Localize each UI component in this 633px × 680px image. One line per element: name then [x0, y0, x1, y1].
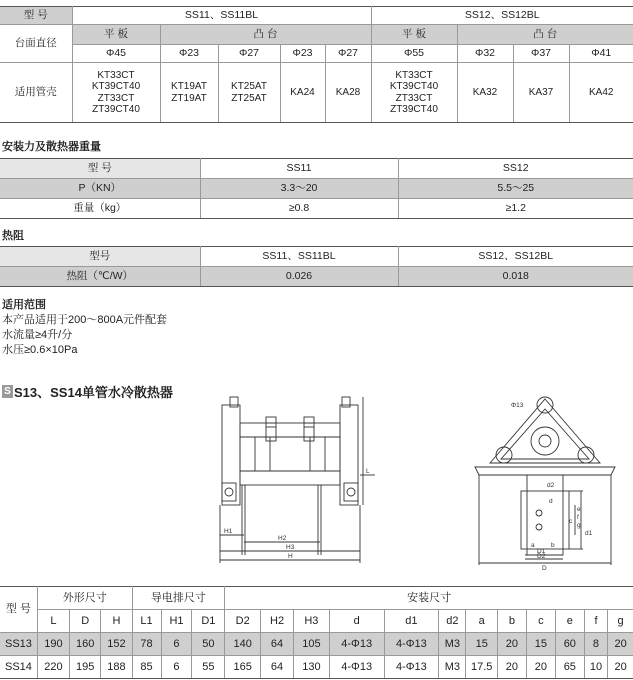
- dim-f: f: [577, 514, 579, 521]
- scope-block: [2, 298, 167, 358]
- dim-value: 20: [497, 656, 526, 679]
- dim-value: 20: [497, 633, 526, 656]
- dim-value: 85: [132, 656, 161, 679]
- series-a-header: SS11、SS11BL: [72, 7, 371, 25]
- dim-value: 78: [132, 633, 161, 656]
- section-heading-install-force: 安装力及散热器重量: [2, 141, 101, 153]
- shell-label: 适用管壳: [0, 63, 72, 123]
- shell-b-ka42: KA42: [569, 63, 633, 123]
- dim-value: 160: [70, 633, 101, 656]
- dim-value: 4-Φ13: [384, 633, 439, 656]
- front-view-drawing: [200, 395, 375, 575]
- ss13-ss14-dimension-table: [0, 586, 633, 679]
- busbar-dim-header: 导电排尺寸: [132, 587, 225, 610]
- diameter-cell: Φ32: [457, 45, 513, 63]
- diameter-cell: Φ27: [218, 45, 280, 63]
- dim-value: 130: [293, 656, 329, 679]
- shell-a-flat: KT33CT KT39CT40 ZT33CT ZT39CT40: [72, 63, 160, 123]
- flat-header-a: 平 板: [72, 25, 160, 45]
- dim-value: 4-Φ13: [329, 633, 384, 656]
- dim-value: M3: [439, 656, 466, 679]
- dim-header: g: [608, 610, 633, 633]
- dim-value: 152: [101, 633, 132, 656]
- diameter-cell: Φ23: [160, 45, 218, 63]
- dim-a: a: [531, 542, 535, 549]
- dim-d: d: [549, 498, 553, 505]
- scope-line: 水压≥0.6×10Pa: [2, 344, 78, 356]
- dim-h3: H3: [286, 544, 295, 551]
- dim-header: c: [526, 610, 555, 633]
- dim-h2: H2: [278, 535, 287, 542]
- dim-value: 8: [584, 633, 607, 656]
- row-model: SS14: [0, 656, 37, 679]
- scope-line: 本产品适用于200～800A元件配套: [2, 314, 168, 326]
- shell-compatibility-table: [0, 6, 633, 123]
- row-label-thermal: 热阻（℃/W）: [0, 267, 200, 287]
- dim-value: 10: [584, 656, 607, 679]
- diameter-cell: Φ23: [280, 45, 325, 63]
- dim-value: 15: [526, 633, 555, 656]
- dim-d2-label: d2: [547, 482, 555, 489]
- row-label-weight: 重量（kg）: [0, 199, 200, 219]
- flat-header-b: 平 板: [371, 25, 457, 45]
- convex-header-a: 凸 台: [160, 25, 371, 45]
- dim-h1: H1: [224, 528, 233, 535]
- dim-value: 55: [192, 656, 225, 679]
- col-ss12: SS12、SS12BL: [398, 247, 633, 267]
- surface-diameter-label: 台面直径: [0, 25, 72, 63]
- dim-value: 165: [225, 656, 261, 679]
- dim-header: d2: [439, 610, 466, 633]
- dim-header: H2: [261, 610, 294, 633]
- install-force-table: [0, 158, 633, 219]
- dim-value: 4-Φ13: [384, 656, 439, 679]
- shell-b-ka32: KA32: [457, 63, 513, 123]
- diameter-cell: Φ41: [569, 45, 633, 63]
- dim-value: 65: [555, 656, 584, 679]
- scope-line: 水流量≥4升/分: [2, 329, 73, 341]
- dim-d1-small: d1: [585, 530, 593, 537]
- dim-header: D2: [225, 610, 261, 633]
- ss13-ss14-heading: [2, 382, 173, 401]
- dim-d-total: D: [542, 565, 547, 572]
- model-label: 型 号: [0, 7, 72, 25]
- thermal-ss11: 0.026: [200, 267, 398, 287]
- diameter-cell: Φ27: [325, 45, 371, 63]
- side-view-drawing: [465, 395, 625, 575]
- dim-value: 6: [161, 656, 192, 679]
- diameter-cell: Φ45: [72, 45, 160, 63]
- dim-l: L: [366, 468, 370, 475]
- dim-value: 105: [293, 633, 329, 656]
- ss13-ss14-title: S13、SS14单管水冷散热器: [14, 385, 173, 400]
- dim-e: e: [577, 506, 581, 513]
- series-b-header: SS12、SS12BL: [371, 7, 633, 25]
- dim-value: 6: [161, 633, 192, 656]
- dim-header: L1: [132, 610, 161, 633]
- shell-a-23: KT19AT ZT19AT: [160, 63, 218, 123]
- force-ss11: 3.3～20: [200, 179, 398, 199]
- section-marker-icon: S: [2, 385, 13, 398]
- shell-b-ka37: KA37: [513, 63, 569, 123]
- dim-value: 190: [37, 633, 69, 656]
- dim-header: d1: [384, 610, 439, 633]
- dim-header: e: [555, 610, 584, 633]
- dim-value: 188: [101, 656, 132, 679]
- dim-g: g: [577, 522, 581, 529]
- diameter-cell: Φ37: [513, 45, 569, 63]
- col-ss11: SS11、SS11BL: [200, 247, 398, 267]
- dim-header: L: [37, 610, 69, 633]
- outer-dim-header: 外形尺寸: [37, 587, 132, 610]
- dim-header: D: [70, 610, 101, 633]
- weight-ss12: ≥1.2: [398, 199, 633, 219]
- shell-a-ka28: KA28: [325, 63, 371, 123]
- dim-header: H1: [161, 610, 192, 633]
- dim-header: a: [466, 610, 497, 633]
- model-label: 型 号: [0, 587, 37, 633]
- dim-value: 17.5: [466, 656, 497, 679]
- dim-c: c: [569, 518, 573, 525]
- dim-value: 140: [225, 633, 261, 656]
- shell-b-flat: KT33CT KT39CT40 ZT33CT ZT39CT40: [371, 63, 457, 123]
- model-label: 型 号: [0, 159, 200, 179]
- dim-value: 64: [261, 656, 294, 679]
- dim-h: H: [288, 553, 293, 560]
- dim-value: 20: [608, 633, 633, 656]
- dim-header: D1: [192, 610, 225, 633]
- dim-value: 4-Φ13: [329, 656, 384, 679]
- diameter-cell: Φ55: [371, 45, 457, 63]
- force-ss12: 5.5～25: [398, 179, 633, 199]
- section-heading-thermal: 热阻: [2, 230, 24, 242]
- shell-a-ka24: KA24: [280, 63, 325, 123]
- dim-d2: D2: [537, 553, 546, 560]
- col-ss11: SS11: [200, 159, 398, 179]
- dim-value: 20: [608, 656, 633, 679]
- shell-a-27: KT25AT ZT25AT: [218, 63, 280, 123]
- row-label-force: P（KN）: [0, 179, 200, 199]
- dim-header: d: [329, 610, 384, 633]
- dim-value: 195: [70, 656, 101, 679]
- dim-header: b: [497, 610, 526, 633]
- thermal-resistance-table: [0, 246, 633, 287]
- dim-header: H: [101, 610, 132, 633]
- install-dim-header: 安装尺寸: [225, 587, 633, 610]
- row-model: SS13: [0, 633, 37, 656]
- dim-value: 220: [37, 656, 69, 679]
- thermal-ss12: 0.018: [398, 267, 633, 287]
- dim-value: 15: [466, 633, 497, 656]
- dim-d1: D1: [537, 548, 546, 555]
- dim-phi13: Φ13: [511, 402, 524, 409]
- scope-heading: 适用范围: [2, 299, 46, 311]
- dim-value: 64: [261, 633, 294, 656]
- dim-header: f: [584, 610, 607, 633]
- dim-value: M3: [439, 633, 466, 656]
- col-ss12: SS12: [398, 159, 633, 179]
- dim-value: 50: [192, 633, 225, 656]
- weight-ss11: ≥0.8: [200, 199, 398, 219]
- model-label: 型号: [0, 247, 200, 267]
- dim-value: 60: [555, 633, 584, 656]
- convex-header-b: 凸 台: [457, 25, 633, 45]
- dim-header: H3: [293, 610, 329, 633]
- dim-value: 20: [526, 656, 555, 679]
- dim-b: b: [551, 542, 555, 549]
